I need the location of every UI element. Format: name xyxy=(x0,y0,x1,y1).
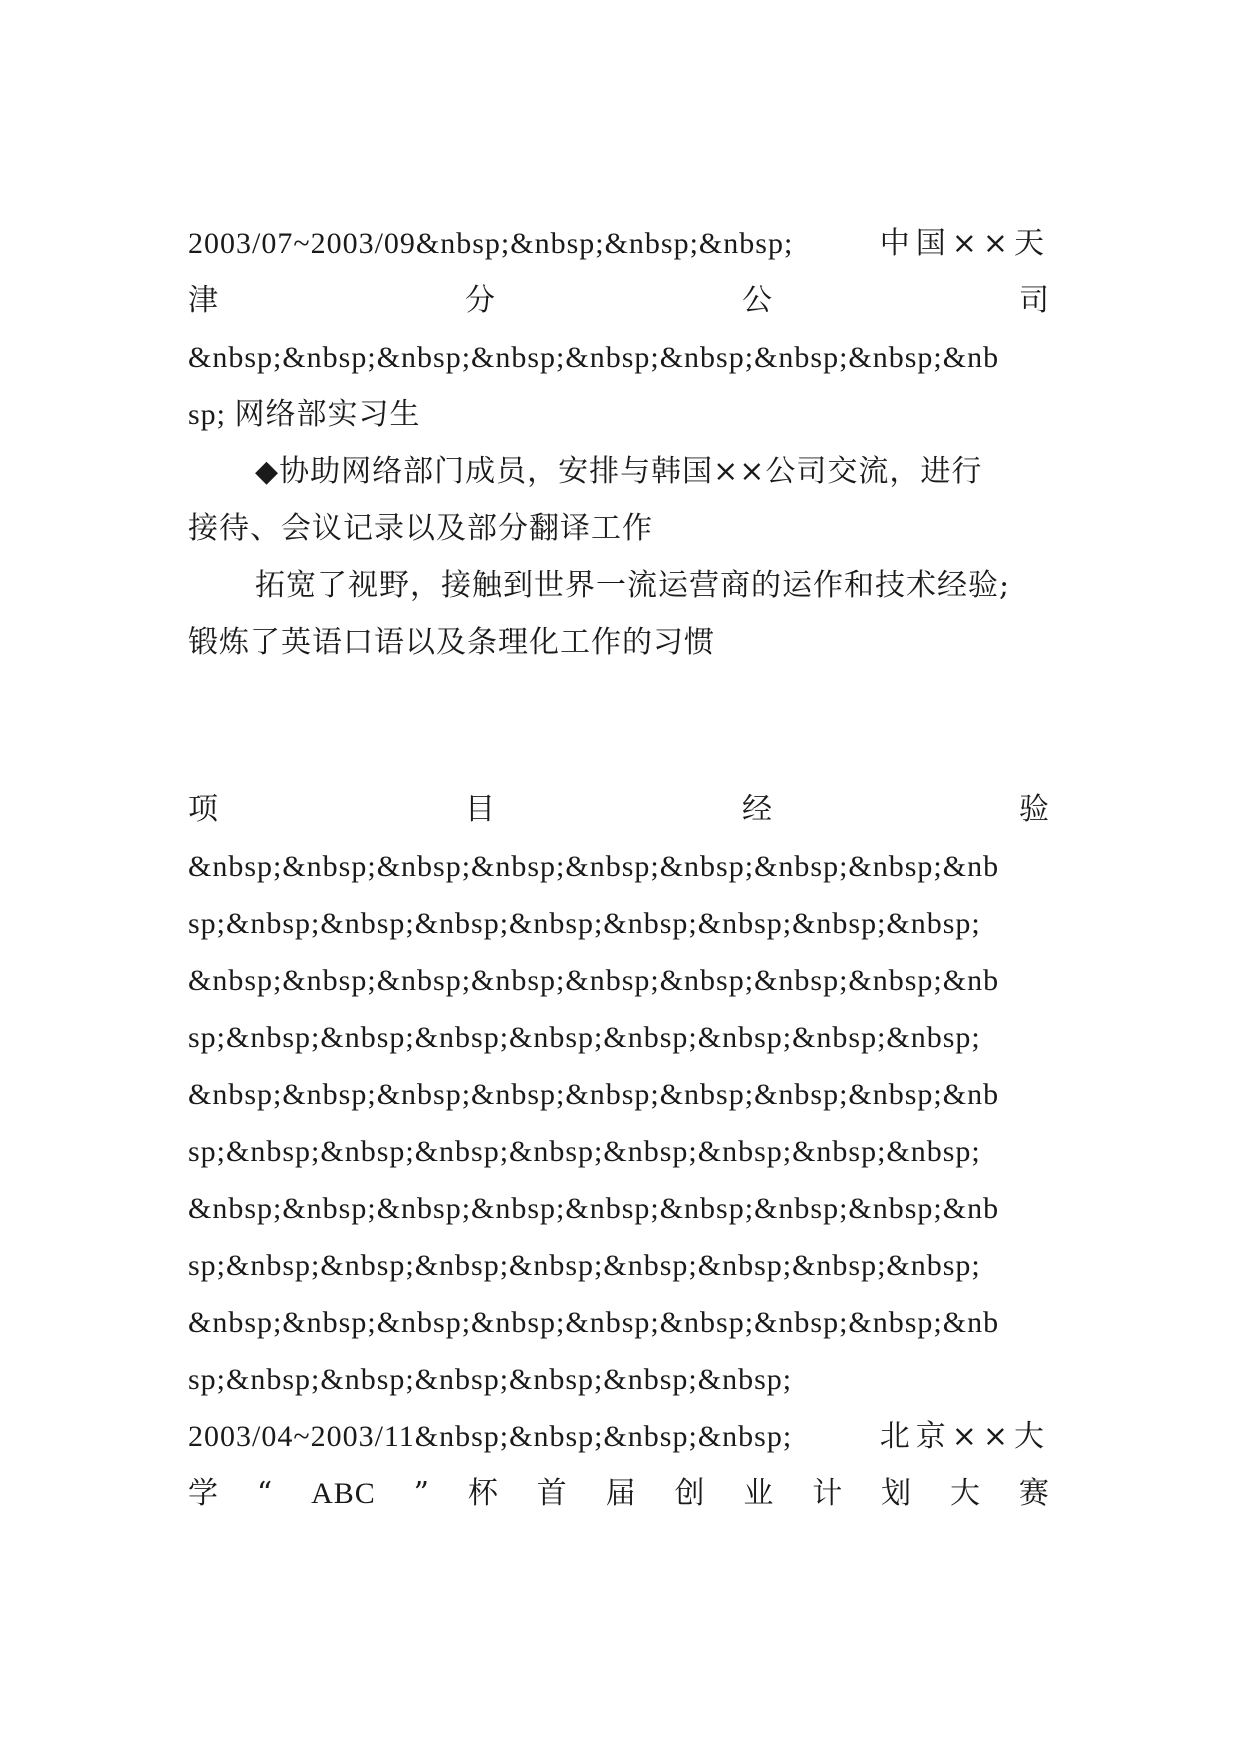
project-date-range: 2003/04~2003/11&nbsp;&nbsp;&nbsp;&nbsp; xyxy=(188,1420,793,1453)
work-position-line: sp; 网络部实习生 xyxy=(188,398,421,431)
project-heading xyxy=(188,790,1050,830)
nbsp-line: sp;&nbsp;&nbsp;&nbsp;&nbsp;&nbsp;&nbsp;&nbsp;&nbsp; xyxy=(188,1249,981,1282)
project-title-char: 届 xyxy=(605,1476,637,1511)
nbsp-line: &nbsp;&nbsp;&nbsp;&nbsp;&nbsp;&nbsp;&nbsp;&nbsp;&nb xyxy=(188,1306,1000,1339)
project-title-char: 划 xyxy=(881,1476,913,1511)
company-char: 公 xyxy=(742,283,773,318)
nbsp-line: sp;&nbsp;&nbsp;&nbsp;&nbsp;&nbsp;&nbsp;&nbsp;&nbsp; xyxy=(188,907,981,940)
work-bullet-continuation: 接待、会议记录以及部分翻译工作 xyxy=(188,511,653,546)
project-title-char: 创 xyxy=(674,1476,706,1511)
project-title-char: 大 xyxy=(950,1476,981,1511)
work-bullet-line: ◆协助网络部门成员，安排与韩国××公司交流，进行 xyxy=(255,454,983,489)
work-date-range: 2003/07~2003/09&nbsp;&nbsp;&nbsp;&nbsp; xyxy=(188,227,794,260)
work-company-line xyxy=(188,281,1050,321)
project-title-char: “ xyxy=(256,1476,274,1511)
project-title-char: 杯 xyxy=(467,1476,499,1511)
company-char: 司 xyxy=(1019,283,1050,318)
project-title-char: ABC xyxy=(311,1477,376,1510)
project-date-line xyxy=(188,1417,1050,1457)
heading-char: 目 xyxy=(465,792,496,827)
project-title-char: 计 xyxy=(812,1476,844,1511)
nbsp-line: &nbsp;&nbsp;&nbsp;&nbsp;&nbsp;&nbsp;&nbsp;&nbsp;&nb xyxy=(188,850,1000,883)
work-result-continuation: 锻炼了英语口语以及条理化工作的习惯 xyxy=(188,625,715,660)
nbsp-line: sp;&nbsp;&nbsp;&nbsp;&nbsp;&nbsp;&nbsp;&nbsp;&nbsp; xyxy=(188,1021,981,1054)
project-title-char: 学 xyxy=(188,1476,219,1511)
work-company-start: 中国××天 xyxy=(879,226,1050,261)
work-nbsp-line: &nbsp;&nbsp;&nbsp;&nbsp;&nbsp;&nbsp;&nbsp;&nbsp;&nb xyxy=(188,341,1000,374)
company-char: 津 xyxy=(188,283,219,318)
heading-char: 验 xyxy=(1019,792,1050,827)
project-title-char: 赛 xyxy=(1018,1476,1050,1511)
heading-char: 项 xyxy=(188,792,219,827)
nbsp-line: &nbsp;&nbsp;&nbsp;&nbsp;&nbsp;&nbsp;&nbsp;&nbsp;&nb xyxy=(188,1078,1000,1111)
company-char: 分 xyxy=(465,283,496,318)
project-title-line xyxy=(188,1474,1050,1514)
work-date-line xyxy=(188,224,1050,264)
nbsp-line: sp;&nbsp;&nbsp;&nbsp;&nbsp;&nbsp;&nbsp;&nbsp;&nbsp; xyxy=(188,1135,981,1168)
project-title-char: 业 xyxy=(743,1476,775,1511)
heading-char: 经 xyxy=(742,792,773,827)
nbsp-line: sp;&nbsp;&nbsp;&nbsp;&nbsp;&nbsp;&nbsp; xyxy=(188,1363,793,1396)
work-result-line: 拓宽了视野，接触到世界一流运营商的运作和技术经验; xyxy=(255,568,1011,603)
nbsp-line: &nbsp;&nbsp;&nbsp;&nbsp;&nbsp;&nbsp;&nbsp;&nbsp;&nb xyxy=(188,964,1000,997)
project-title-char: ” xyxy=(413,1476,430,1511)
project-org-start: 北京××大 xyxy=(879,1419,1050,1454)
nbsp-line: &nbsp;&nbsp;&nbsp;&nbsp;&nbsp;&nbsp;&nbsp;&nbsp;&nb xyxy=(188,1192,1000,1225)
project-title-char: 首 xyxy=(536,1476,568,1511)
